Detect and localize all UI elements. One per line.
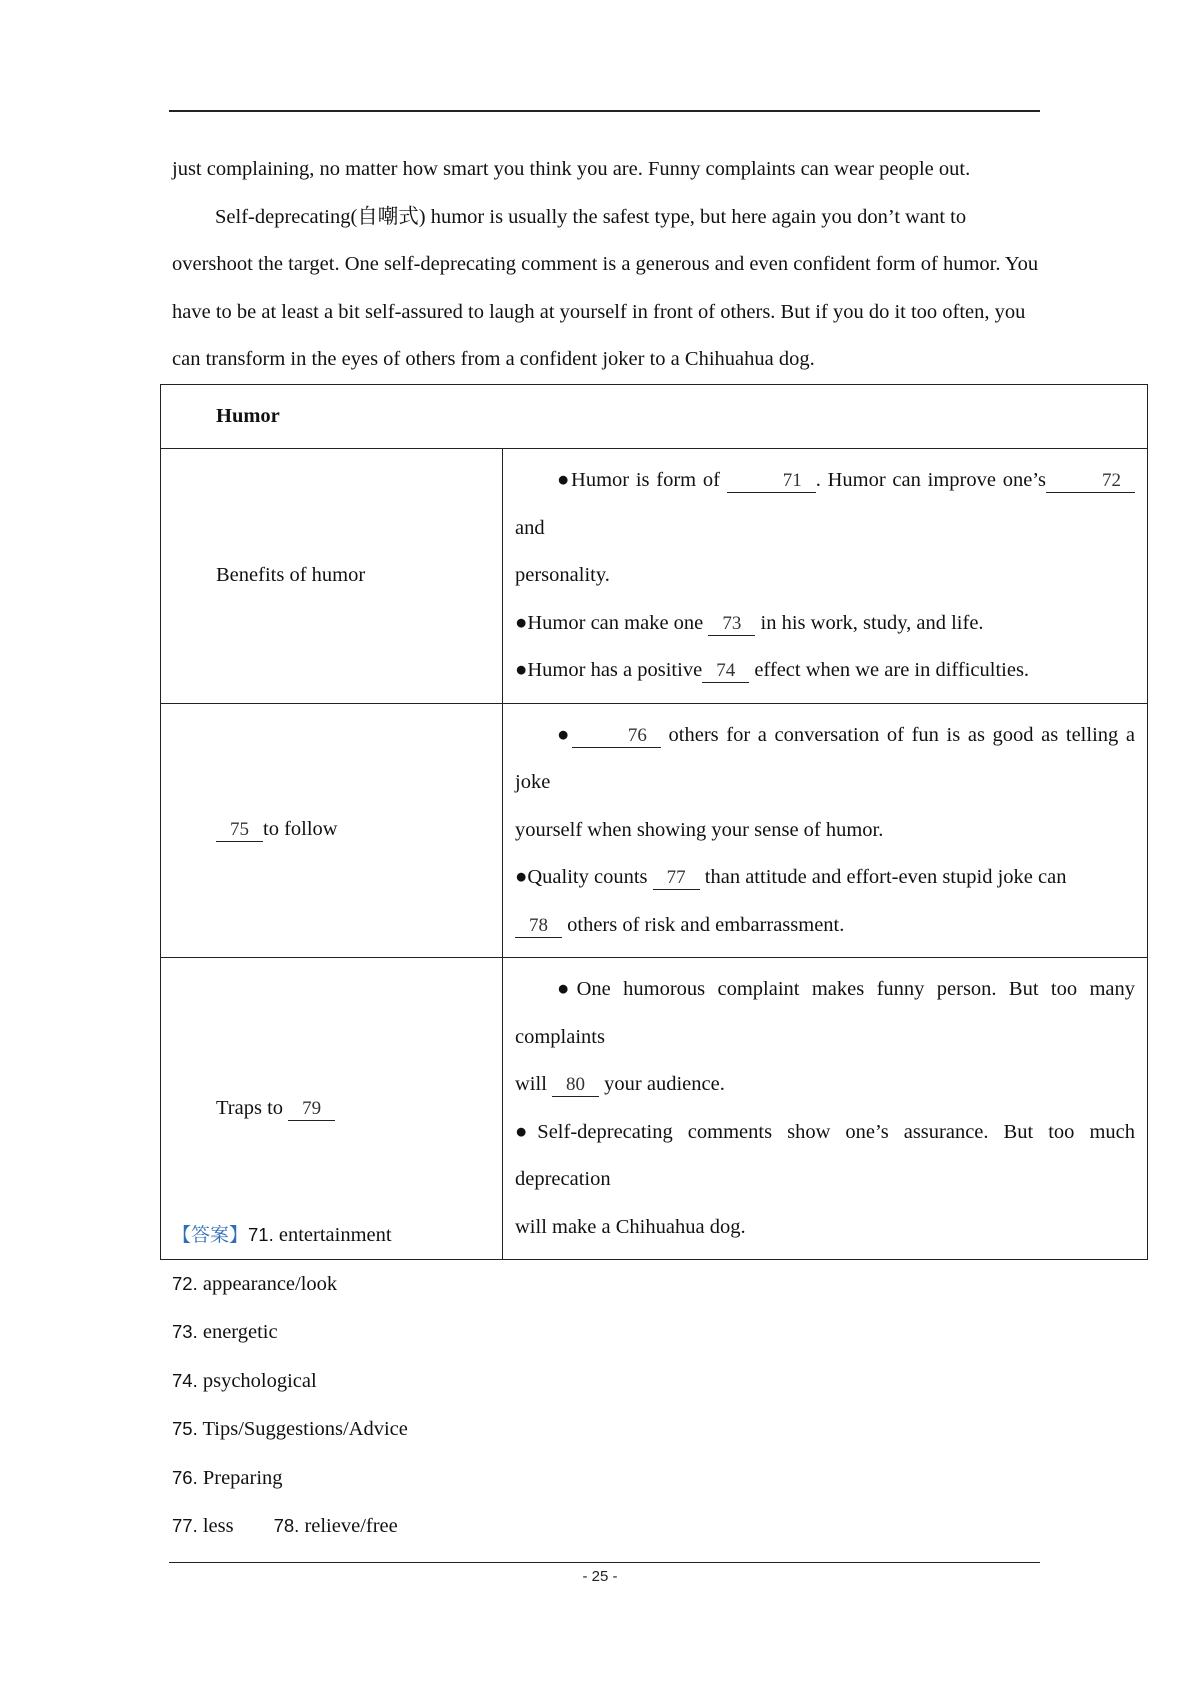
text: ●Quality counts	[515, 866, 653, 888]
answer-number: 77.	[172, 1515, 198, 1536]
text: than attitude and effort-even stupid joke can	[699, 866, 1067, 888]
passage-paragraph-2: Self-deprecating(自嘲式) humor is usually the safest type, but here again you don’t want to overshoot the target. One self-deprecating comment is a generous and even confident form of humor. You have to be at least a bit self-assured to laugh at yourself in front of others. But if you do it too often, you can transform in the eyes of others from a confident joker to a Chihuahua dog.	[172, 205, 1039, 370]
table-header-row	[161, 385, 1148, 449]
answer-line	[172, 1502, 408, 1551]
text: others of risk and embarrassment.	[562, 913, 845, 936]
answer-number: 75.	[172, 1418, 198, 1439]
text: ●Humor can make one	[515, 611, 709, 634]
blank-71[interactable]: 71	[727, 470, 816, 493]
text: Traps to	[216, 1096, 289, 1119]
answer-text: entertainment	[273, 1224, 392, 1246]
passage-line-1: just complaining, no matter how smart you think you are. Funny complaints can wear people out.	[172, 158, 971, 180]
row-content	[503, 449, 1148, 704]
bullet-line: ●Self-deprecating comments show one’s assurance. But too much deprecation	[515, 1120, 1135, 1190]
bullet-line	[515, 902, 1135, 950]
row-content	[503, 958, 1148, 1260]
text: and	[515, 516, 545, 539]
answer-line	[172, 1211, 408, 1260]
text: in his work, study, and life.	[755, 611, 984, 634]
answer-number: 76.	[172, 1466, 198, 1488]
answer-line	[172, 1357, 408, 1406]
answer-line	[172, 1454, 408, 1503]
answer-section	[172, 1211, 408, 1551]
answer-text: Tips/Suggestions/Advice	[197, 1418, 408, 1440]
page-number: - 25 -	[582, 1568, 618, 1585]
answer-label: 【答案】	[172, 1224, 249, 1246]
bullet-line	[515, 712, 1135, 807]
blank-79[interactable]: 79	[288, 1098, 335, 1121]
answer-number: 71.	[248, 1224, 274, 1245]
answer-text: less	[197, 1515, 234, 1537]
blank-75[interactable]: 75	[216, 819, 263, 842]
table-row	[161, 449, 1148, 704]
footer-rule	[169, 1562, 1040, 1563]
answer-line	[172, 1405, 408, 1454]
answer-text: psychological	[197, 1369, 317, 1392]
text: ●Humor has a positive	[515, 659, 703, 681]
answer-text: energetic	[197, 1321, 278, 1343]
bullet-line: ●One humorous complaint makes funny person. But too many complaints	[515, 978, 1135, 1048]
blank-72[interactable]: 72	[1046, 470, 1135, 493]
answer-text: appearance/look	[197, 1272, 338, 1295]
summary-table	[160, 384, 1148, 1260]
bullet-line	[515, 457, 1135, 552]
table-row	[161, 703, 1148, 958]
bullet-line	[515, 854, 1135, 902]
answer-number: 78.	[273, 1515, 300, 1536]
passage	[172, 146, 1042, 384]
bullet-line-cont: will make a Chihuahua dog.	[515, 1215, 746, 1238]
row-content	[503, 703, 1148, 958]
text: . Humor can improve one’s	[815, 469, 1046, 491]
text: ●	[557, 723, 572, 746]
answer-number: 74.	[172, 1369, 198, 1391]
blank-74[interactable]: 74	[702, 660, 749, 683]
bullet-line-cont: yourself when showing your sense of humor.	[515, 818, 884, 841]
bullet-line	[515, 647, 1135, 695]
blank-77[interactable]: 77	[653, 867, 700, 890]
answer-text: relieve/free	[299, 1515, 398, 1537]
text: will	[515, 1073, 553, 1095]
answer-number: 73.	[172, 1321, 198, 1342]
answer-text: Preparing	[197, 1466, 283, 1489]
blank-78[interactable]: 78	[515, 915, 562, 938]
answer-line	[172, 1260, 408, 1309]
text: others for a conversation of fun is as good as telling a joke	[515, 723, 1135, 793]
text: ●Humor is form of	[557, 469, 727, 491]
row-label: Benefits of humor	[161, 449, 503, 704]
answer-number: 72.	[172, 1272, 198, 1294]
header-rule	[169, 110, 1040, 112]
text: effect when we are in difficulties.	[749, 659, 1030, 681]
bullet-line-cont	[515, 1061, 1135, 1109]
answer-line	[172, 1308, 408, 1357]
blank-73[interactable]: 73	[708, 613, 755, 636]
text: your audience.	[599, 1073, 725, 1095]
bullet-line-cont: personality.	[515, 564, 610, 586]
bullet-line	[515, 600, 1135, 648]
blank-76[interactable]: 76	[572, 725, 661, 748]
text: to follow	[263, 818, 338, 841]
table-header: Humor	[161, 385, 1148, 449]
blank-80[interactable]: 80	[552, 1074, 599, 1097]
row-label	[161, 703, 503, 958]
